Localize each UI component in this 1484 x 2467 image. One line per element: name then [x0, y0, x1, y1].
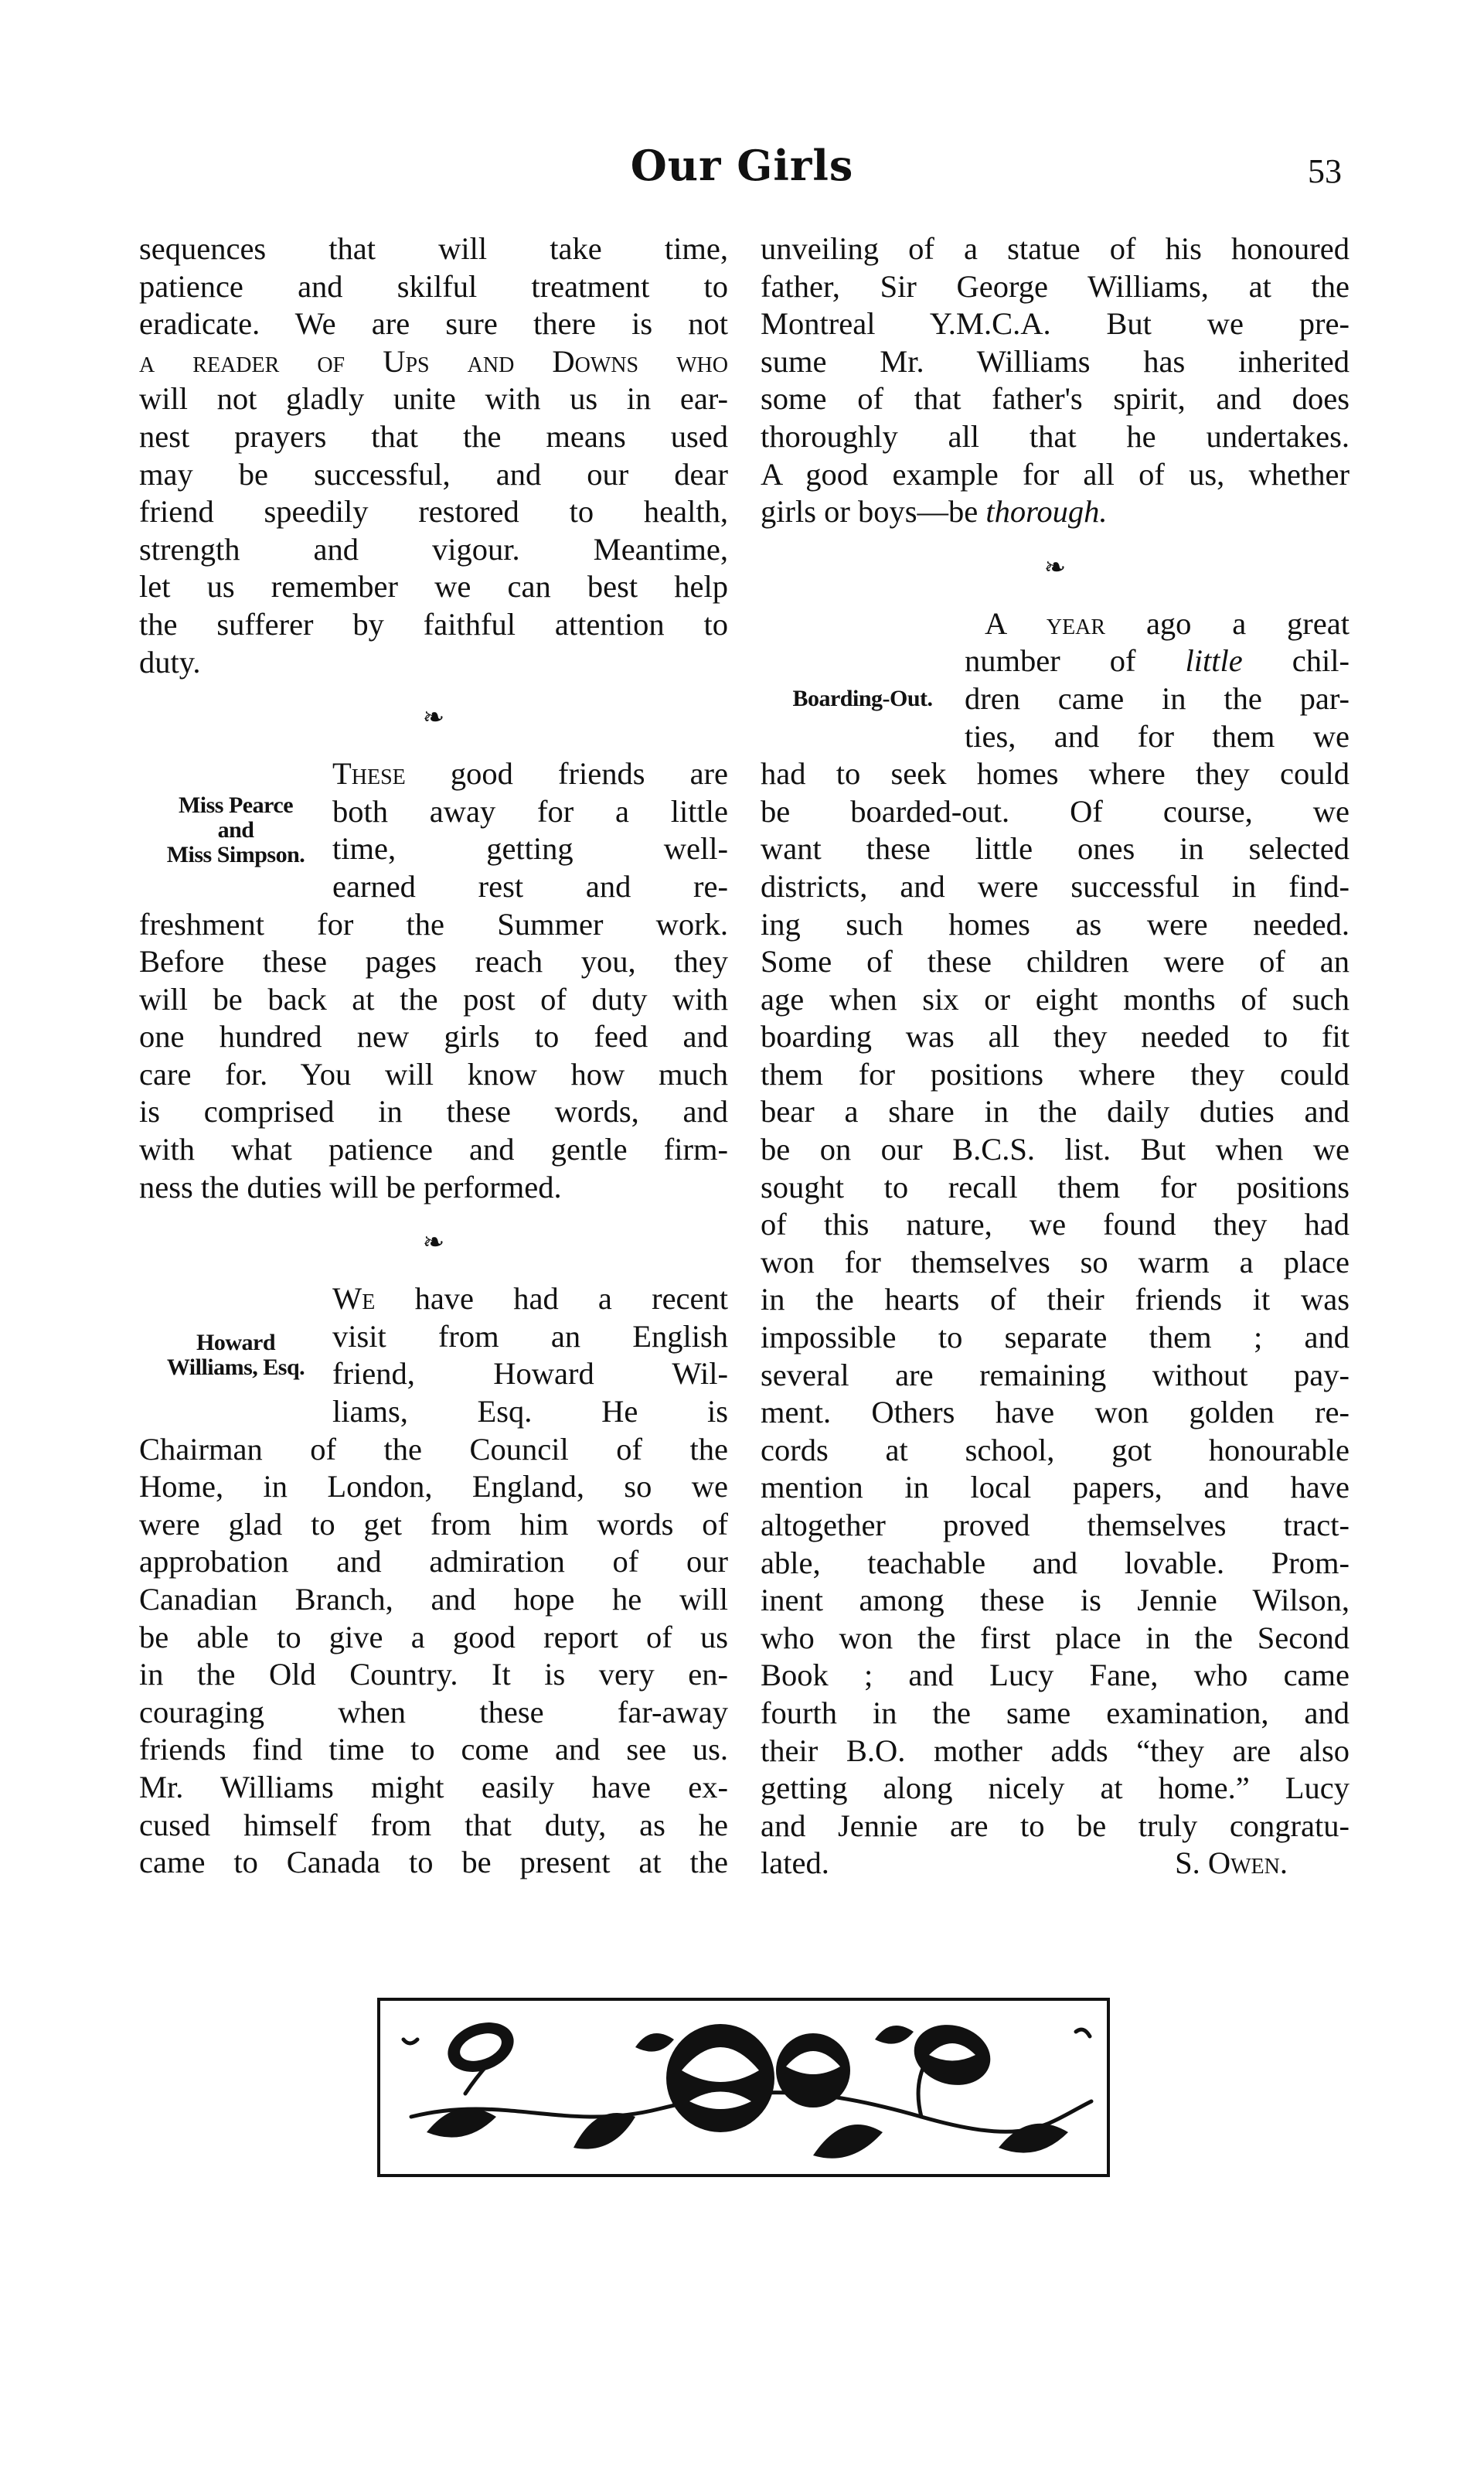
rose-illustration	[380, 2001, 1107, 2174]
leaf	[813, 2125, 883, 2159]
text-line: ment. Others have won golden re-	[761, 1395, 1350, 1430]
text-line	[761, 605, 1350, 643]
text-line: the sufferer by faithful attention to	[139, 606, 728, 642]
text-line: had to seek homes where they could	[761, 756, 1350, 792]
text-line: Mr. Williams might easily have ex-	[139, 1769, 728, 1804]
paragraph-intro	[139, 230, 728, 681]
text-line: freshment for the Summer work.	[139, 906, 728, 942]
text-line: cused himself from that duty, as he	[139, 1807, 728, 1842]
text-line: father, Sir George Williams, at the	[761, 268, 1350, 304]
section-separator-ornament: ❧	[422, 1228, 445, 1258]
text-line: Montreal Y.M.C.A. But we pre-	[761, 306, 1350, 342]
text-line: Home, in London, England, so we	[139, 1469, 728, 1504]
text-line: their B.O. mother adds “they are also	[761, 1733, 1350, 1768]
text-line: nest prayers that the means used	[139, 418, 728, 454]
text-line: may be successful, and our dear	[139, 456, 728, 492]
text-line: mention in local papers, and have	[761, 1470, 1350, 1505]
text-line: time, getting well-	[332, 831, 728, 867]
text-line: thoroughly all that he undertakes.	[761, 418, 1350, 454]
right-column	[761, 230, 1350, 1883]
text-line	[965, 642, 1350, 680]
text-line: care for. You will know how much	[139, 1056, 728, 1092]
lead-word: A	[985, 605, 1006, 641]
text-line: and Jennie are to be truly congratu-	[761, 1808, 1350, 1843]
text-line: impossible to separate them ; and	[761, 1320, 1350, 1355]
tendril	[1076, 2029, 1090, 2036]
text-line: several are remaining without pay-	[761, 1357, 1350, 1392]
text-fragment: girls or boys—be	[761, 494, 986, 530]
text-line: some of that father's spirit, and does	[761, 381, 1350, 417]
text-fragment: chil-	[1242, 643, 1350, 679]
text-line: will not gladly unite with us in ear-	[139, 381, 728, 417]
text-line: districts, and were successful in find-	[761, 868, 1350, 904]
text-line: cords at school, got honourable	[761, 1432, 1350, 1467]
rose-ornament-tailpiece	[377, 1998, 1110, 2177]
text-line: friend speedily restored to health,	[139, 494, 728, 530]
closing-line	[761, 1845, 1350, 1883]
side-heading-block	[139, 755, 728, 905]
signature: S. Owen.	[1175, 1845, 1288, 1881]
text-fragment: number of	[965, 643, 1186, 679]
text-line: duty.	[139, 644, 201, 680]
text-line: bear a share in the daily duties and	[761, 1094, 1350, 1130]
text-line: is comprised in these words, and	[139, 1094, 728, 1130]
leaf	[875, 2026, 914, 2044]
text-line: let us remember we can best help	[139, 569, 728, 605]
side-text	[965, 642, 1350, 755]
tendril	[403, 2039, 417, 2043]
text-line: won for themselves so warm a place	[761, 1244, 1350, 1280]
side-heading-line: Williams, Esq.	[166, 1354, 305, 1381]
leaf	[999, 2124, 1068, 2153]
text-line: A good example for all of us, whether	[761, 456, 1350, 492]
text-line: sume Mr. Williams has inherited	[761, 343, 1350, 379]
text-line: earned rest and re-	[332, 868, 728, 904]
text-line: patience and skilful treatment to	[139, 268, 728, 304]
text-fragment: have had a recent	[414, 1281, 729, 1317]
text-line: sought to recall them for positions	[761, 1169, 1350, 1205]
paragraph-continued	[761, 230, 1350, 531]
text-line: eradicate. We are sure there is not	[139, 306, 728, 342]
side-heading-block	[139, 1280, 728, 1430]
side-heading-label: Boarding-Out.	[792, 686, 933, 712]
text-fragment: ago a great	[1145, 605, 1350, 641]
text-line: Canadian Branch, and hope he will	[139, 1582, 728, 1617]
text-line: be boarded-out. Of course, we	[761, 793, 1350, 829]
text-line: approbation and admiration of our	[139, 1544, 728, 1579]
emphasis: little	[1185, 643, 1243, 679]
text-line: age when six or eight months of such	[761, 981, 1350, 1017]
text-line: strength and vigour. Meantime,	[139, 531, 728, 567]
text-line	[332, 1280, 728, 1318]
text-line	[332, 755, 728, 793]
text-line: dren came in the par-	[965, 680, 1350, 716]
lead-word: We	[332, 1281, 376, 1317]
text-line: Some of these children were of an	[761, 944, 1350, 980]
text-line: both away for a little	[332, 793, 728, 829]
text-line: who won the first place in the Second	[761, 1620, 1350, 1655]
text-line: Before these pages reach you, they	[139, 944, 728, 980]
side-heading-label	[139, 1331, 332, 1380]
text-line: inent among these is Jennie Wilson,	[761, 1583, 1350, 1618]
text-line: Book ; and Lucy Fane, who came	[761, 1658, 1350, 1693]
text-line: fourth in the same examination, and	[761, 1695, 1350, 1730]
text-line	[761, 493, 1350, 531]
section-separator-ornament: ❧	[422, 704, 445, 733]
text-line: visit from an English	[332, 1318, 728, 1354]
text-line: one hundred new girls to feed and	[139, 1019, 728, 1055]
text-line: friend, Howard Wil-	[332, 1356, 728, 1392]
text-line: liams, Esq. He is	[332, 1394, 728, 1429]
side-text	[332, 1280, 728, 1430]
left-column	[139, 230, 728, 1882]
text-line: Chairman of the Council of the	[139, 1431, 728, 1467]
side-heading-line: Miss Pearce	[178, 792, 294, 819]
text-fragment: good friends are	[450, 756, 729, 792]
side-heading-block	[761, 642, 1350, 755]
text-line: with what patience and gentle firm-	[139, 1132, 728, 1167]
running-title: Our Girls	[630, 141, 854, 190]
text-line: in the hearts of their friends it was	[761, 1282, 1350, 1317]
text-line: came to Canada to be present at the	[139, 1845, 728, 1880]
text-line: able, teachable and lovable. Prom-	[761, 1545, 1350, 1580]
side-text	[332, 755, 728, 905]
text-line: want these little ones in selected	[761, 831, 1350, 867]
section-boarding-out	[761, 605, 1350, 1883]
leaf	[635, 2033, 674, 2052]
page-number: 53	[1308, 152, 1342, 190]
lead-word: These	[332, 756, 406, 792]
side-heading-line: and	[217, 817, 254, 843]
text-line: of this nature, we found they had	[761, 1207, 1350, 1242]
text-line: ties, and for them we	[965, 718, 1350, 754]
section-howard-williams	[139, 1280, 728, 1882]
text-line: lated.	[761, 1845, 829, 1881]
text-line: altogether proved themselves tract-	[761, 1508, 1350, 1542]
side-heading-line: Howard	[196, 1330, 275, 1356]
text-line: boarding was all they needed to fit	[761, 1019, 1350, 1055]
side-heading-label	[139, 793, 332, 867]
text-line: ing such homes as were needed.	[761, 906, 1350, 942]
text-line: a reader of Ups and Downs who	[139, 343, 728, 379]
text-line: friends find time to come and see us.	[139, 1732, 728, 1767]
section-miss-pearce	[139, 755, 728, 1206]
text-line: will be back at the post of duty with	[139, 981, 728, 1017]
text-line: ness the duties will be performed.	[139, 1169, 562, 1205]
section-separator-ornament: ❧	[1043, 553, 1067, 582]
text-line: couraging when these far-away	[139, 1694, 728, 1729]
text-line: unveiling of a statue of his honoured	[761, 231, 1350, 266]
text-fragment: year	[1046, 605, 1106, 641]
text-line: were glad to get from him words of	[139, 1506, 728, 1542]
text-line: be able to give a good report of us	[139, 1619, 728, 1654]
text-line: be on our B.C.S. list. But when we	[761, 1132, 1350, 1167]
emphasis: thorough.	[985, 494, 1108, 530]
side-heading-line: Miss Simpson.	[166, 842, 305, 868]
text-line: getting along nicely at home.” Lucy	[761, 1770, 1350, 1806]
text-line: sequences that will take time,	[139, 231, 728, 266]
text-line: them for positions where they could	[761, 1056, 1350, 1092]
text-line: in the Old Country. It is very en-	[139, 1657, 728, 1692]
